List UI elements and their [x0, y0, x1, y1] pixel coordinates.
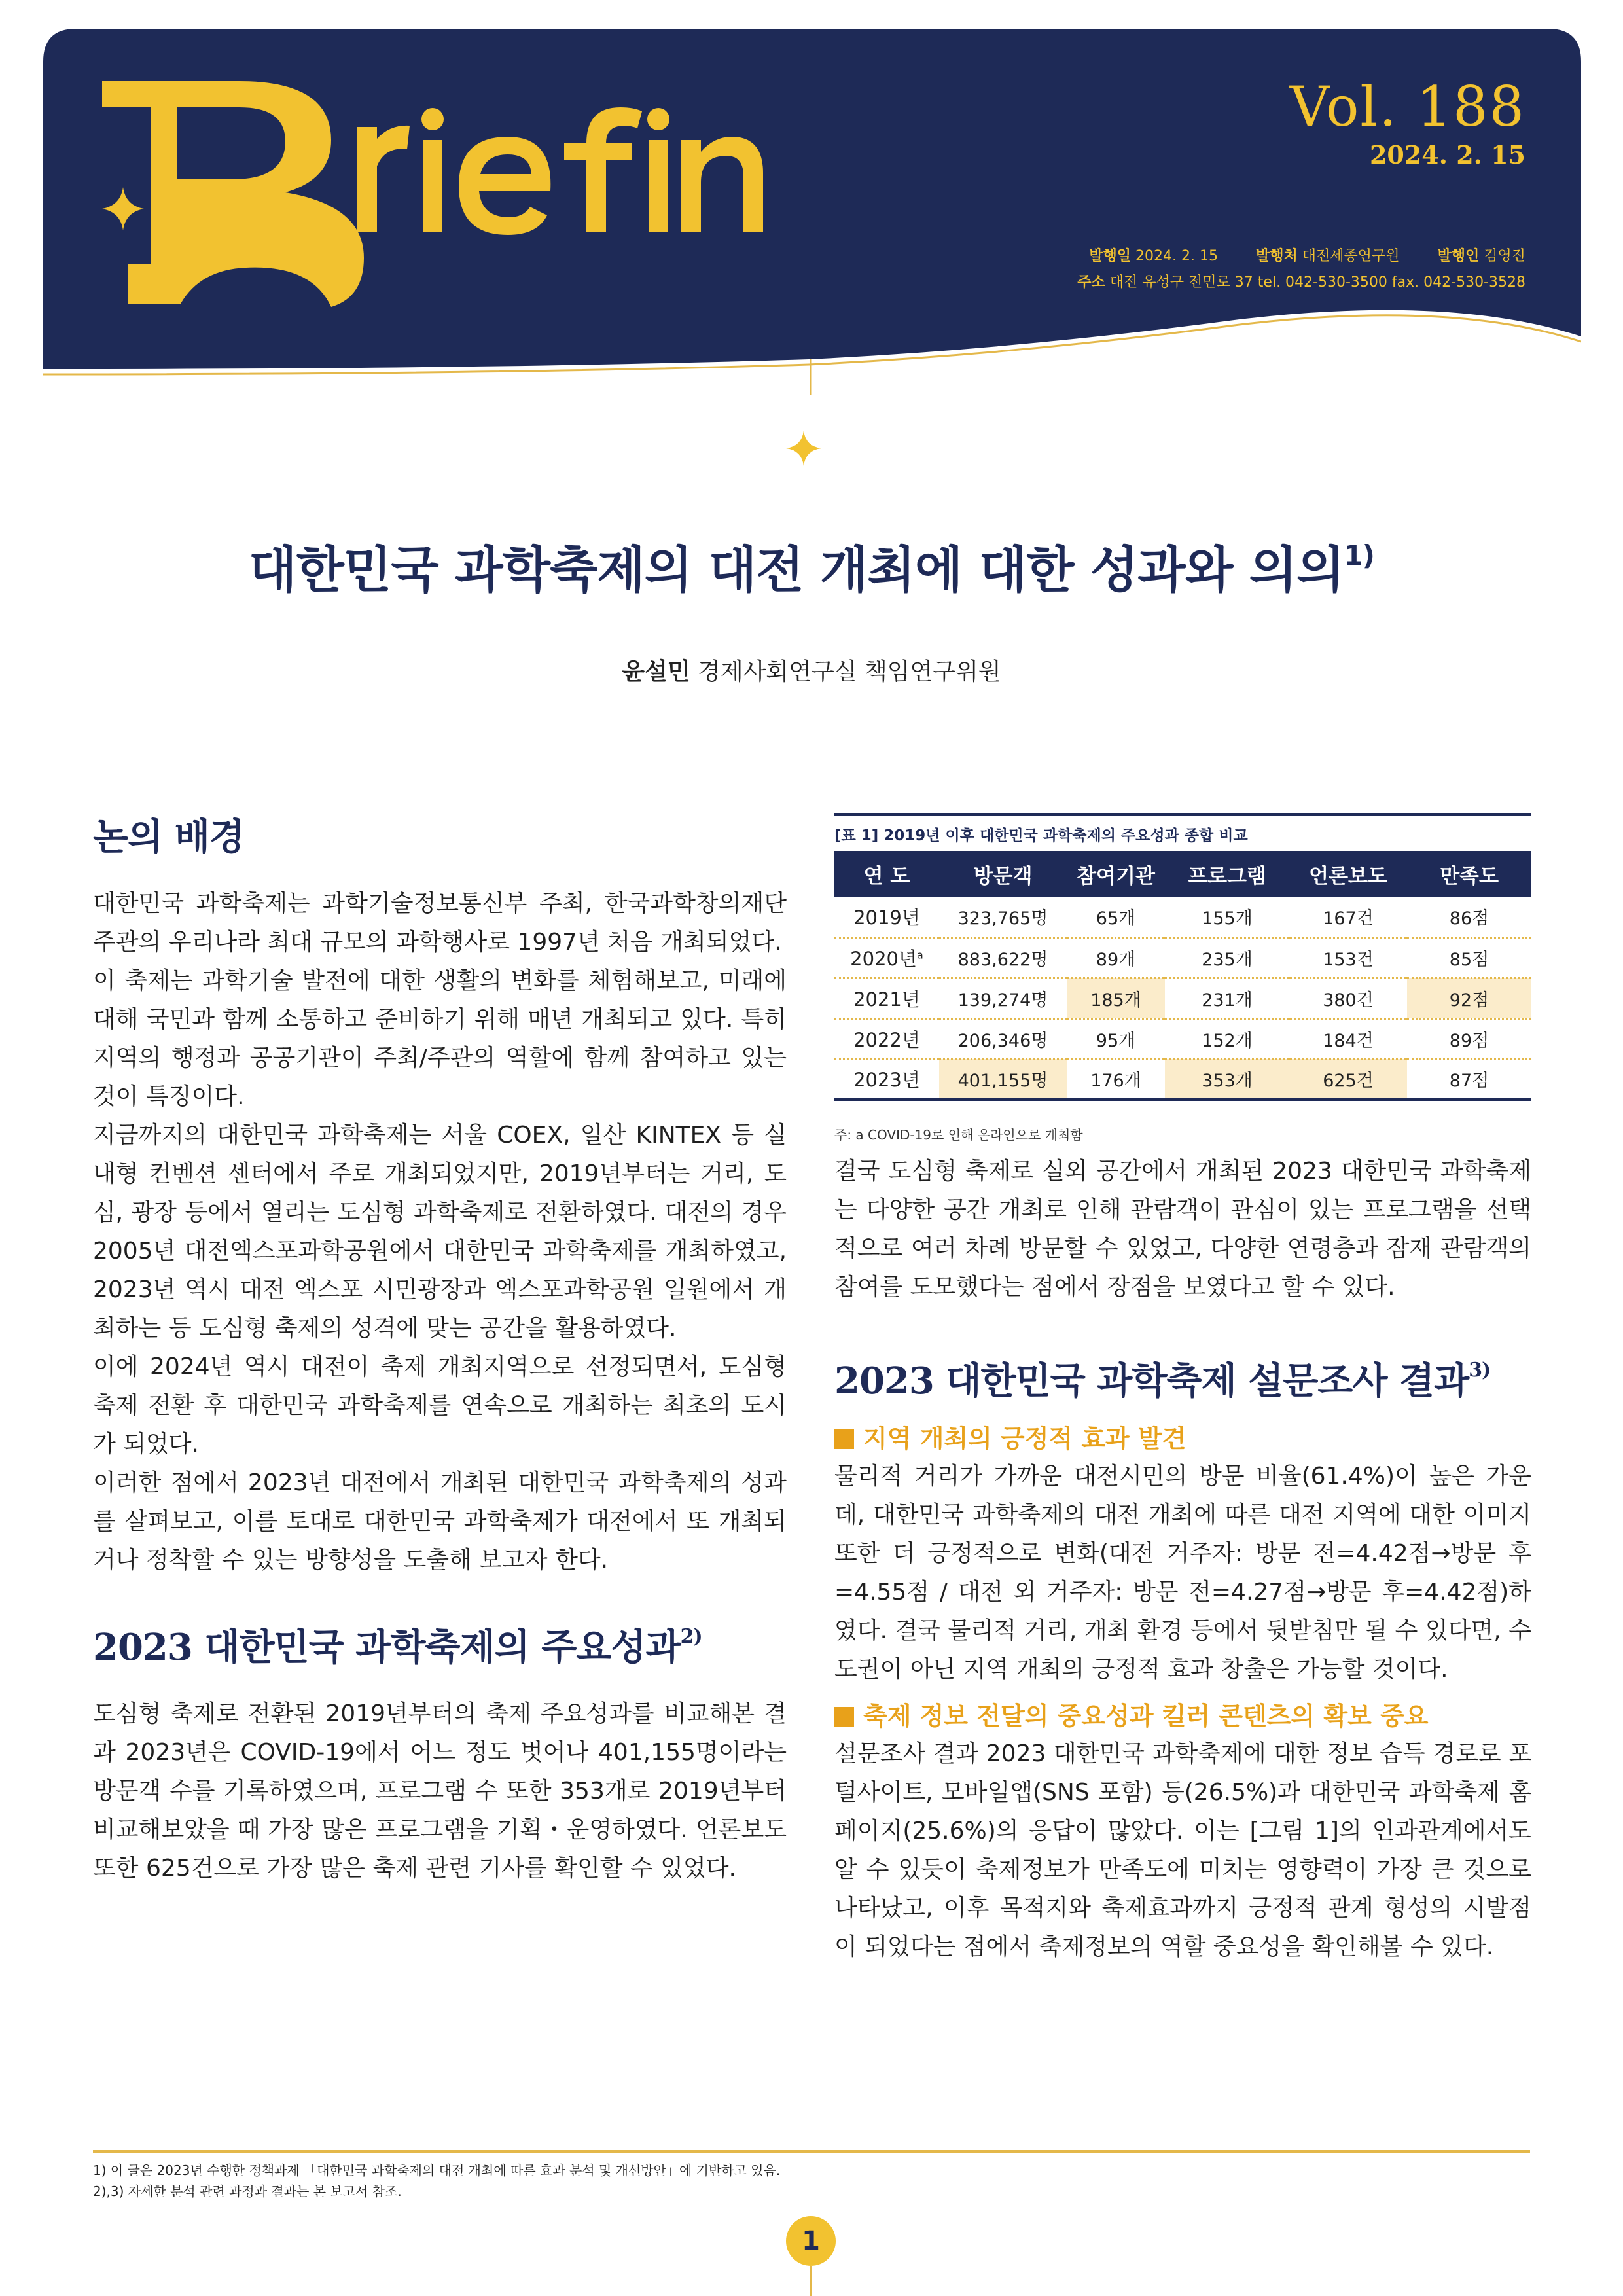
table-cell: 2023년 [834, 1059, 939, 1100]
subheading-text: 지역 개최의 긍정적 효과 발견 [863, 1424, 1186, 1453]
right-column [834, 1152, 1531, 1966]
address-label: 주소 [1077, 274, 1105, 291]
paragraph: 이 축제는 과학기술 발전에 대한 생활의 변화를 체험해보고, 미래에 대해 국민과 함께 소통하고 준비하기 위해 매년 개최되고 있다. 특히 지역의 행정과 공공기관이 주최/주관의 역할에 함께 참여하고 있는 것이 특징이다. [93, 967, 787, 1110]
section-heading-survey [834, 1352, 1531, 1405]
results-table [834, 851, 1531, 1101]
page-rule [810, 2266, 812, 2296]
table-header: 언론보도 [1289, 851, 1407, 897]
square-bullet-icon [834, 1707, 854, 1727]
table-cell-highlight: 185개 [1067, 978, 1165, 1018]
footnote-rule [93, 2150, 1530, 2153]
table-cell: 152개 [1165, 1018, 1289, 1059]
paragraph: 대한민국 과학축제는 과학기술정보통신부 주최, 한국과학창의재단 주관의 우리나라 최대 규모의 과학행사로 1997년 처음 개최되었다. [93, 890, 787, 956]
page-number: 1 [786, 2216, 836, 2266]
table-cell: 323,765명 [939, 897, 1067, 937]
phone: tel. 042-530-3500 [1257, 274, 1387, 291]
title-footnote-ref[interactable]: 1) [1344, 539, 1374, 571]
table-cell-highlight: 92점 [1407, 978, 1531, 1018]
table-cell-highlight: 401,155명 [939, 1059, 1067, 1100]
briefing-logo [89, 68, 770, 323]
paragraph: 이에 2024년 역시 대전이 축제 개최지역으로 선정되면서, 도심형 축제 전환 후 대한민국 과학축제를 연속으로 개최하는 최초의 도시가 되었다. [93, 1354, 787, 1458]
square-bullet-icon [834, 1429, 854, 1449]
table-caption: [표 1] 2019년 이후 대한민국 과학축제의 주요성과 종합 비교 [834, 827, 1248, 844]
paragraph: 물리적 거리가 가까운 대전시민의 방문 비율(61.4%)이 높은 가운데, 대한민국 과학축제의 대전 개최에 따른 대전 지역에 대한 이미지 또한 더 긍정적으로 변화(대전 거주자: 방문 전=4.42점→방문 후=4.55점 / 대전 외 거주자: 방문 전=4.27점→방문 후=4.42점)하였다. 결국 물리적 거리, 개최 환경 등에서 뒷받침만 될 수 있다면, 수도권이 아닌 지역 개최의 긍정적 효과 창출은 가능할 것이다. [834, 1463, 1531, 1683]
article-title [0, 530, 1623, 601]
fax: fax. 042-530-3528 [1391, 274, 1525, 291]
table-cell: 2022년 [834, 1018, 939, 1059]
sparkle-icon [786, 431, 821, 466]
author-role: 경제사회연구실 책임연구위원 [698, 658, 1001, 685]
publisher: 대전세종연구원 [1302, 248, 1400, 264]
subheading [834, 1698, 1531, 1734]
table-row [834, 1059, 1531, 1100]
table-note: 주: a COVID-19로 인해 온라인으로 개최함 [834, 1127, 1083, 1143]
table-cell: 89개 [1067, 937, 1165, 978]
footnotes [93, 2160, 780, 2202]
table-cell: 139,274명 [939, 978, 1067, 1018]
author-name: 윤설민 [622, 658, 690, 685]
address: 대전 유성구 전민로 37 [1109, 274, 1253, 291]
pub-date-label: 발행일 [1089, 248, 1131, 264]
issuer-label: 발행인 [1437, 248, 1480, 264]
publication-info [1077, 243, 1525, 296]
table-header-row [834, 851, 1531, 897]
pub-date: 2024. 2. 15 [1135, 248, 1218, 264]
paragraph: 지금까지의 대한민국 과학축제는 서울 COEX, 일산 KINTEX 등 실내형 컨벤션 센터에서 주로 개최되었지만, 2019년부터는 거리, 도심, 광장 등에서 열리는 도심형 과학축제로 전환하였다. 대전의 경우 2005년 대전엑스포과학공원에서 대한민국 과학축제를 개최하였고, 2023년 역시 대전 엑스포 시민광장과 엑스포과학공원 일원에서 개최하는 등 도심형 축제의 성격에 맞는 공간을 활용하였다. [93, 1122, 787, 1342]
issuer: 김영진 [1484, 248, 1525, 264]
paragraph: 결국 도심형 축제로 실외 공간에서 개최된 2023 대한민국 과학축제는 다양한 공간 개최로 인해 관람객이 관심이 있는 프로그램을 선택적으로 여러 차례 방문할 수 있었고, 다양한 연령층과 잠재 관람객의 참여를 도모했다는 점에서 장점을 보였다고 할 수 있다. [834, 1158, 1531, 1300]
table-cell: 167건 [1289, 897, 1407, 937]
table-cell-highlight: 625건 [1289, 1059, 1407, 1100]
issue-date: 2024. 2. 15 [1369, 140, 1525, 170]
table-cell-highlight: 353개 [1165, 1059, 1289, 1100]
table-cell: 235개 [1165, 937, 1289, 978]
subheading-text: 축제 정보 전달의 중요성과 킬러 콘텐츠의 확보 중요 [863, 1702, 1429, 1731]
table-cell: 65개 [1067, 897, 1165, 937]
table-top-rule [834, 813, 1531, 816]
footnote: 2),3) 자세한 분석 관련 과정과 결과는 본 보고서 참조. [93, 2183, 402, 2199]
left-column [93, 808, 787, 1888]
table-header: 참여기관 [1067, 851, 1165, 897]
paragraph: 이러한 점에서 2023년 대전에서 개최된 대한민국 과학축제의 성과를 살펴보고, 이를 토대로 대한민국 과학축제가 대전에서 또 개최되거나 정착할 수 있는 방향성을 도출해 보고자 한다. [93, 1469, 787, 1573]
table-cell: 95개 [1067, 1018, 1165, 1059]
footnote-ref[interactable]: 3) [1469, 1359, 1491, 1382]
table-header: 만족도 [1407, 851, 1531, 897]
section-heading-survey-text: 2023 대한민국 과학축제 설문조사 결과 [834, 1359, 1469, 1403]
table-cell: 2021년 [834, 978, 939, 1018]
section-heading-results [93, 1619, 787, 1671]
masthead [43, 29, 1581, 395]
year-text: 2020년 [850, 947, 917, 970]
paragraph: 도심형 축제로 전환된 2019년부터의 축제 주요성과를 비교해본 결과 2023년은 COVID-19에서 어느 정도 벗어나 401,155명이라는 방문객 수를 기록하였으며, 프로그램 수 또한 353개로 2019년부터 비교해보았을 때 가장 많은 프로그램을 기획・운영하였다. 언론보도 또한 625건으로 가장 많은 축제 관련 기사를 확인할 수 있었다. [93, 1700, 787, 1882]
table-cell: 2019년 [834, 897, 939, 937]
author-line [0, 653, 1623, 687]
note-mark: a [917, 948, 923, 961]
table-cell: 89점 [1407, 1018, 1531, 1059]
footnote-ref[interactable]: 2) [680, 1625, 702, 1648]
table-row [834, 1018, 1531, 1059]
table-cell: 85점 [1407, 937, 1531, 978]
table-cell: 184건 [1289, 1018, 1407, 1059]
table-cell: 87점 [1407, 1059, 1531, 1100]
table-cell: 380건 [1289, 978, 1407, 1018]
table-cell: 155개 [1165, 897, 1289, 937]
table-header: 프로그램 [1165, 851, 1289, 897]
subheading [834, 1420, 1531, 1457]
table-header: 연 도 [834, 851, 939, 897]
footnote: 1) 이 글은 2023년 수행한 정책과제 「대한민국 과학축제의 대전 개최에 따른 효과 분석 및 개선방안」에 기반하고 있음. [93, 2162, 781, 2178]
table-row [834, 897, 1531, 937]
table-header: 방문객 [939, 851, 1067, 897]
section-heading-background: 논의 배경 [93, 816, 244, 859]
table-cell: 176개 [1067, 1059, 1165, 1100]
table-cell: 153건 [1289, 937, 1407, 978]
paragraph: 설문조사 결과 2023 대한민국 과학축제에 대한 정보 습득 경로로 포털사이트, 모바일앱(SNS 포함) 등(26.5%)과 대한민국 과학축제 홈페이지(25.6%)의 응답이 많았다. 이는 [그림 1]의 인과관계에서도 알 수 있듯이 축제정보가 만족도에 미치는 영향력이 가장 큰 것으로 나타났고, 이후 목적지와 축제효과까지 긍정적 관계 형성의 시발점이 되었다는 점에서 축제정보의 역할 중요성을 확인해볼 수 있다. [834, 1740, 1531, 1960]
table-cell: 231개 [1165, 978, 1289, 1018]
table-cell [834, 937, 939, 978]
table-row [834, 937, 1531, 978]
table-cell: 883,622명 [939, 937, 1067, 978]
table-row [834, 978, 1531, 1018]
publisher-label: 발행처 [1255, 248, 1298, 264]
section-heading-results-text: 2023 대한민국 과학축제의 주요성과 [93, 1626, 681, 1669]
table-cell: 206,346명 [939, 1018, 1067, 1059]
article-title-text: 대한민국 과학축제의 대전 개최에 대한 성과와 의의 [249, 541, 1344, 599]
volume-number: Vol. 188 [1289, 75, 1525, 139]
table-cell: 86점 [1407, 897, 1531, 937]
